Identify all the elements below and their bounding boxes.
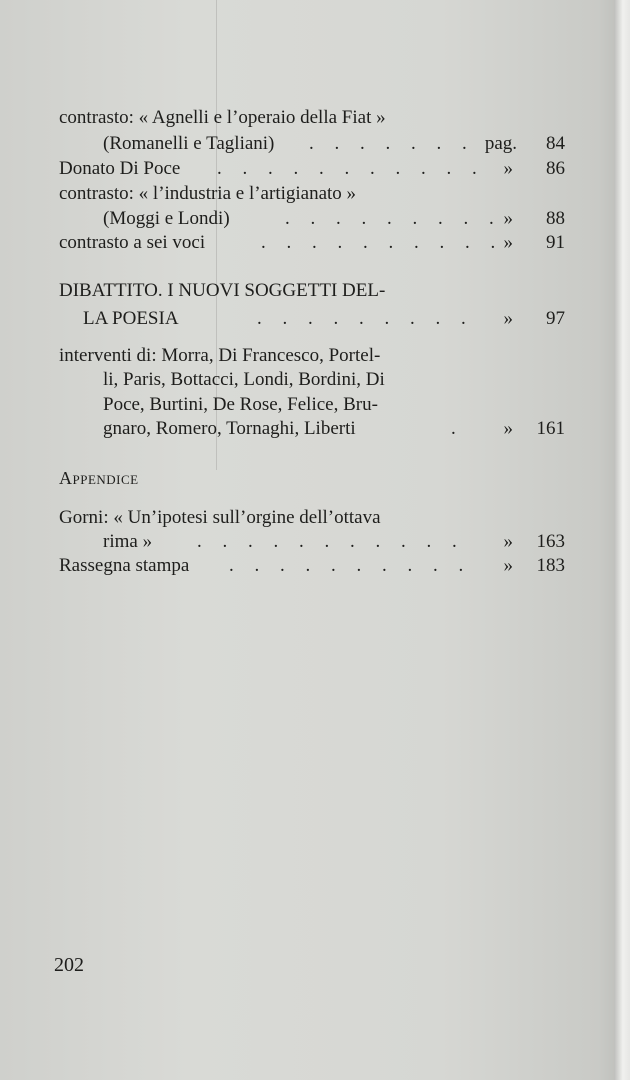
toc-page-number: 161 (536, 418, 565, 439)
toc-entry-text: Donato Di Poce (59, 158, 181, 179)
toc-line-4 (59, 182, 459, 206)
toc-line-5 (59, 207, 565, 231)
toc-page-marker: » (503, 232, 513, 253)
toc-leader-dots: . . . . . . . . . . (229, 555, 472, 576)
toc-entry-text: rima » (103, 531, 153, 552)
page-number: 202 (54, 954, 84, 976)
toc-leader-dots: . . . . . . . . . . . (197, 531, 465, 552)
toc-entry-text: contrasto a sei voci (59, 232, 206, 253)
toc-line-2 (59, 132, 565, 156)
appendix-heading: Appendice (59, 468, 139, 488)
toc-page-marker: » (503, 208, 513, 229)
toc-line-12 (59, 417, 565, 441)
toc-line-6 (59, 231, 565, 255)
toc-leader-dots: . . . . . . . . . . (261, 232, 504, 253)
toc-leader-dots: . (451, 418, 464, 439)
toc-page-number: 91 (546, 232, 565, 253)
toc-entry-text: gnaro, Romero, Tornaghi, Liberti (103, 418, 356, 439)
toc-line-11 (59, 393, 459, 417)
toc-page-marker: » (503, 418, 513, 439)
toc-section-heading: LA POESIA (83, 308, 179, 329)
toc-page-number: 97 (546, 308, 565, 329)
toc-line-13 (59, 466, 459, 490)
toc-page-number: 163 (536, 531, 565, 552)
toc-section-heading: DIBATTITO. I NUOVI SOGGETTI DEL- (59, 280, 386, 301)
toc-page-number: 88 (546, 208, 565, 229)
toc-page-marker: » (503, 308, 513, 329)
toc-entry-text: (Romanelli e Tagliani) (103, 133, 275, 154)
toc-line-7 (59, 279, 459, 303)
toc-entry-text: Poce, Burtini, De Rose, Felice, Bru- (103, 394, 378, 415)
toc-entry-text: li, Paris, Bottacci, Londi, Bordini, Di (103, 369, 385, 390)
toc-page-number: 86 (546, 158, 565, 179)
toc-line-3 (59, 157, 565, 181)
toc-leader-dots: . . . . . . . . . (285, 208, 502, 229)
toc-leader-dots: . . . . . . . . . (257, 308, 474, 329)
toc-page-marker: pag. (484, 133, 517, 154)
toc-leader-dots: . . . . . . . . . . . (217, 158, 485, 179)
toc-page-marker: » (503, 555, 513, 576)
toc-page-number: 183 (536, 555, 565, 576)
toc-page-number: 84 (546, 133, 565, 154)
toc-entry-text: contrasto: « l’industria e l’artigianato » (59, 183, 357, 204)
toc-page-marker: » (503, 158, 513, 179)
toc-entry-text: interventi di: Morra, Di Francesco, Portel- (59, 345, 381, 366)
toc-page-marker: » (503, 531, 513, 552)
toc-entry-text: Rassegna stampa (59, 555, 190, 576)
toc-line-10 (59, 368, 459, 392)
toc-entry-text: contrasto: « Agnelli e l’operaio della Fiat » (59, 107, 386, 128)
toc-entry-text: (Moggi e Londi) (103, 208, 230, 229)
toc-line-9 (59, 344, 459, 368)
toc-line-8 (59, 307, 565, 331)
page-edge (614, 0, 630, 1080)
toc-leader-dots: . . . . . . . (309, 133, 475, 154)
toc-entry-text: Gorni: « Un’ipotesi sull’orgine dell’ottava (59, 507, 381, 528)
toc-line-14 (59, 506, 459, 530)
toc-line-15 (59, 530, 565, 554)
toc-line-16 (59, 554, 565, 578)
toc-line-1 (59, 106, 459, 130)
